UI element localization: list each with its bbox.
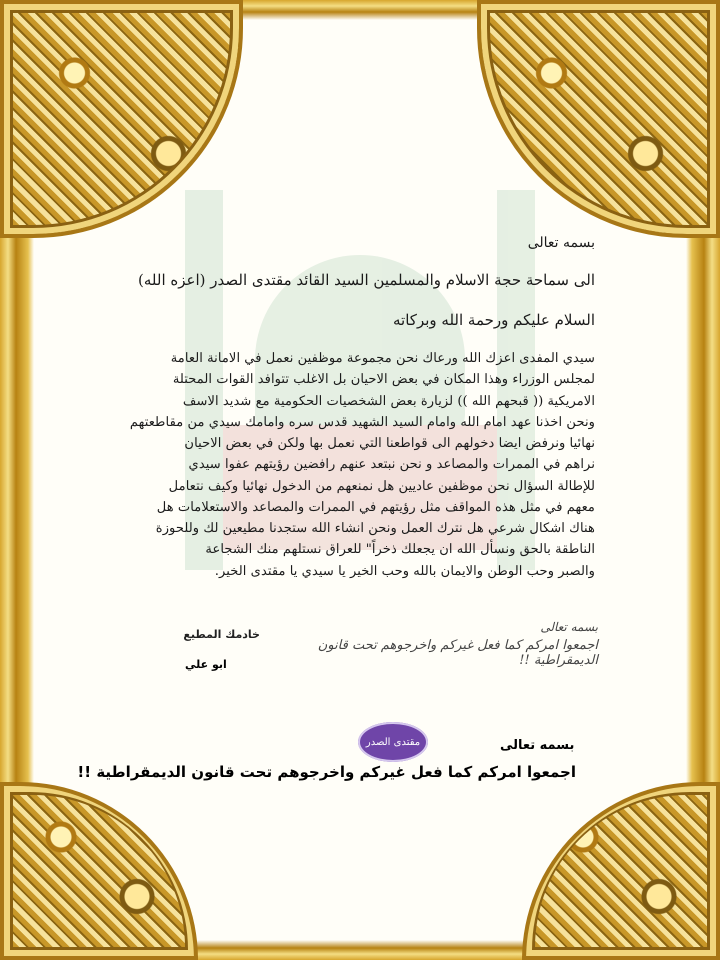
letter-opening: بسمه تعالى <box>527 235 595 251</box>
letter-body-line: هناك اشكال شرعي هل نترك العمل ونحن انشاء الله ستجدنا مطيعين لك وللحوزة <box>155 521 595 536</box>
typed-reply-text: اجمعوا امركم كما فعل غيركم واخرجوهم تحت قانون الديمقراطية !! <box>77 763 576 781</box>
bottom-left-ornament-icon <box>0 782 198 960</box>
letter-body-line: معهم في مثل هذه المواقف مثل رؤيتهم في الممرات والمصاعد والاستعلامات هل <box>156 499 595 515</box>
letter-body-line: سيدي المفدى اعزك الله ورعاك نحن مجموعة موظفين نعمل في الامانة العامة <box>170 351 595 366</box>
handwritten-reply <box>268 620 598 668</box>
letter-body-line: ونحن اخذنا عهد امام الله وامام السيد الشهيد قدس سره وامامك سيدي من مقاطعتهم <box>129 414 595 430</box>
letter-body-line: لمجلس الوزراء وهذا المكان في بعض الاحيان بل الاغلب تتوافد القوات المحتلة <box>172 372 595 388</box>
bottom-right-ornament-icon <box>522 782 720 960</box>
top-left-ornament-icon <box>0 0 243 238</box>
letter-salutation: السلام عليكم ورحمة الله وبركاته <box>393 311 595 329</box>
official-stamp <box>358 722 428 762</box>
typed-reply-opening: بسمه تعالى <box>500 738 575 753</box>
handwritten-opening: بسمه تعالى <box>540 620 598 634</box>
letter-body-line: والصبر وحب الوطن والايمان بالله وحب الخير يا سيدي يا مقتدى الخير. <box>214 563 595 579</box>
signature-title: خادمك المطيع <box>183 628 260 641</box>
letter-body-line: الناطقة بالحق ونسأل الله ان يجعلك ذخراً" للعراق نستلهم منك الشجاعة <box>205 542 595 558</box>
letter-body-line: نهائيا ونرفض ايضا دخولهم الى قواطعنا التي نعمل بها ولكن في بعض الاحيان <box>184 436 595 451</box>
letter-body-line: للإطالة السؤال نحن موظفين عاديين هل نمنعهم من الدخول نهائيا وكيف نتعامل <box>168 478 595 494</box>
stamp-text: مقتدى الصدر <box>365 736 421 748</box>
top-right-ornament-icon <box>477 0 720 238</box>
signature-name: ابو علي <box>185 658 227 671</box>
letter-content <box>129 235 595 582</box>
letter-body-line: نراهم في الممرات والمصاعد و نحن نبتعد عنهم رافضين رؤيتهم عفوا سيدي <box>188 457 595 473</box>
letter-addressee: الى سماحة حجة الاسلام والمسلمين السيد القائد مقتدى الصدر (اعزه الله) <box>138 271 595 289</box>
letter-body-line: الامريكية (( قبحهم الله )) لزيارة بعض الشخصيات الحكومية مع شديد الاسف <box>182 393 595 409</box>
handwritten-line-1: اجمعوا امركم كما فعل غيركم واخرجوهم تحت قانون الديمقراطية !! <box>317 638 598 668</box>
